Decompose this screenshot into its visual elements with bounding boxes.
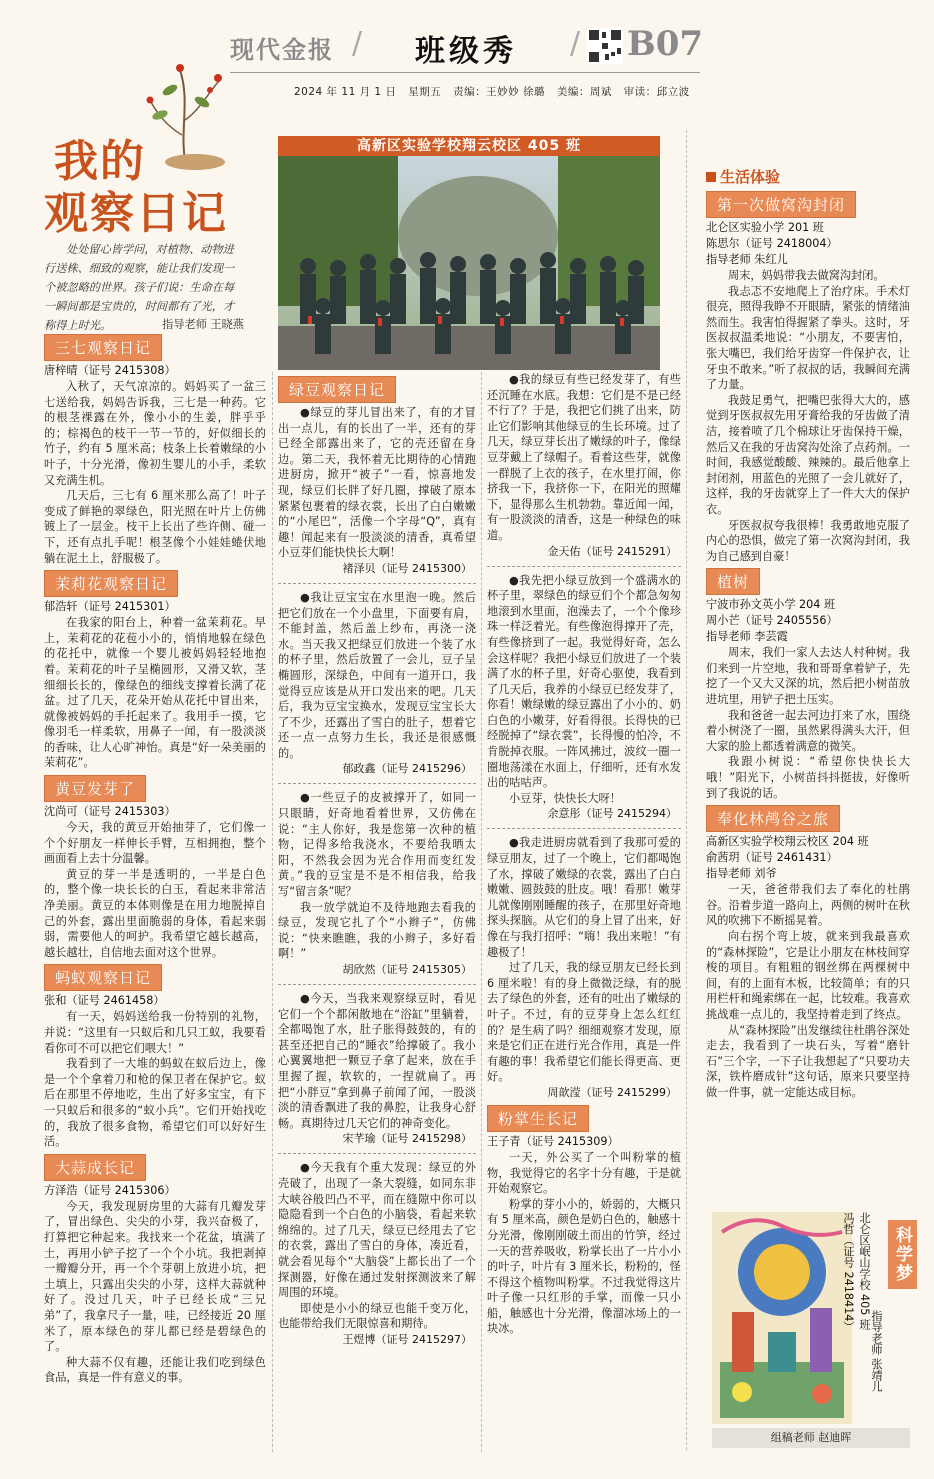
article-paragraph: 从“森林探险”出发继续往杜鹃谷深处走去，我看到了一块石头，写着“磨针石”三个字，一下子让我想起了“只要功夫深，铁杵磨成针”这句话，原来只要坚持做一件事，就一定能达成目标。 xyxy=(706,1023,910,1099)
photo-caption: 高新区实验学校翔云校区 405 班 xyxy=(278,136,660,156)
artwork-school: 北仑区岷山学校 405 班 xyxy=(858,1212,871,1331)
intro-teacher: 指导老师 王晓燕 xyxy=(162,318,244,331)
article-author: 沈尚可（证号 2415303） xyxy=(44,805,176,819)
article-paragraph: 周末，我们一家人去达人村种树。我们来到一片空地，我和哥哥拿着铲子，先挖了一个又大又深的坑，然后把小树苗放进坑里，用铲子把土压实。 xyxy=(706,646,910,707)
article-title: 大蒜成长记 xyxy=(44,1154,146,1181)
weekday: 星期五 xyxy=(408,86,442,98)
article-school: 北仑区实验小学 201 班 xyxy=(706,221,824,234)
column-divider xyxy=(686,130,687,1450)
artwork-author: 冯哲（证号 2418414） xyxy=(842,1212,855,1333)
masthead-divider: / xyxy=(570,26,581,61)
entry-paragraph: 即使是小小的绿豆也能千变万化，也能带给我们无限惊喜和期待。 xyxy=(278,1301,476,1331)
entry-divider xyxy=(487,566,681,567)
article-sanqi xyxy=(44,330,266,566)
article-teacher: 指导老师 李芸霞 xyxy=(706,630,788,644)
article-paragraph: 黄豆的芽一半是透明的，一半是白色的，整个像一块长长的白玉，看起来非常洁净美丽。黄豆的本体则像是在用力地脱掉自己的外套，露出里面脆弱的身体，看起来弱弱，需要他人的呵护。我希望它越长越高，越长越壮，自信地去面对这个世界。 xyxy=(44,867,266,959)
masthead-rule xyxy=(230,72,700,73)
article-paragraph: 周末，妈妈带我去做窝沟封闭。 xyxy=(728,269,885,282)
article-author: 王子青（证号 2415309） xyxy=(487,1134,619,1148)
class-photo xyxy=(278,156,660,370)
article-title: 植树 xyxy=(706,568,760,595)
newspaper-name: 现代金报 xyxy=(230,35,334,64)
feature-intro xyxy=(44,240,244,335)
entry-paragraph: ●今天，当我来观察绿豆时，看见它们一个个都闲散地在“浴缸”里躺着，全都喝饱了水，肚子胀得鼓鼓的，有的甚至还把自己的“睡衣”给撑破了。我小心翼翼地把一颗豆子拿了起来，放在手里握了握，软软的，一捏就扁了。再把“小胖豆”拿到鼻子前闻了闻，一股淡淡的清香飘进了我的鼻腔，让我身心舒畅。真期待过几天它们的神奇变化。 xyxy=(278,992,476,1130)
issue-date: 2024 年 11 月 1 日 xyxy=(294,86,397,98)
article-author: 俞茜玥（证号 2461431） xyxy=(706,851,838,865)
article-jasmine xyxy=(44,566,266,771)
entry-divider xyxy=(487,828,681,829)
feature-title-line1: 我的 xyxy=(54,136,146,187)
artwork-credits xyxy=(840,1212,856,1424)
entry-divider xyxy=(278,984,476,985)
qr-code-icon xyxy=(587,28,623,64)
artwork-title: 科学梦 xyxy=(888,1220,917,1289)
entry-divider xyxy=(278,1153,476,1154)
article-author: 陈思尔（证号 2418004） xyxy=(706,237,838,250)
section-name: 班级秀 xyxy=(415,34,517,69)
column-4 xyxy=(706,166,910,1206)
entry-paragraph: ●今天我有个重大发现：绿豆的外壳破了，出现了一条大裂缝，如同东非大峡谷般凹凸不平，而在缝隙中你可以隐隐看到一个白色的小脑袋，看起来软绵绵的。过了几天，绿豆已经甩去了它的衣裳，露出了雪白的身体，凑近看，就会看见每个“大脑袋”上都长出了一个探测器，好像在通过发射探测波来了解周围的环境。 xyxy=(278,1161,476,1300)
article-title: 奉化林鸬谷之旅 xyxy=(706,805,840,832)
intro-text: 处处留心皆学问，对植物、动物进行送株、细致的观察，能让我们发现一个被忽略的世界。孩子们说：生命在每一瞬间都是宝贵的，时间都有了光，才称得上时光。 xyxy=(44,243,235,332)
article-fenghua-trip xyxy=(706,801,910,1100)
proofreader-credit: 审读：邱立波 xyxy=(623,86,690,98)
entry-paragraph: ●我先把小绿豆放到一个盛满水的杯子里，翠绿色的绿豆们个个都急匆匆地滚到水里面，泡澡去了，一个个像珍珠一样泛着光。有些像泡得撑开了壳，有些像挤到了一起。我觉得好奇，怎么会这样呢？我把小绿豆们放进了一个装满了水的杯子里，好奇心驱使，我看到了几天后，我养的小绿豆已经发芽了，你看！嫩绿嫩的绿豆露出了小小的、奶白色的小嫩芽，好看得很。长得快的已经脱掉了“绿衣裳”，长得慢的怕冷，不肯脱掉衣服。一阵风拂过，波纹一圈一圈地荡漾在水面上，仔细听，还有水发出的咕咕声。 xyxy=(487,573,681,790)
article-title: 黄豆发芽了 xyxy=(44,775,146,802)
masthead xyxy=(230,24,704,74)
article-paragraph: 向右拐个弯上坡，就来到我最喜欢的“森林探险”，它是让小朋友在林枝间穿梭的项目。有粗粗的钢丝绑在两棵树中间，有的上面有木板，比较简单；有的只用栏杆和绳索绑在一起，比较难。我喜欢挑战难一点儿的，我坚持着走到了终点。 xyxy=(706,930,910,1021)
dateline xyxy=(294,84,690,99)
masthead-divider: / xyxy=(352,26,363,61)
editor-credit: 责编：王妙妙 徐璐 xyxy=(453,86,545,98)
student-artwork xyxy=(712,1212,852,1424)
article-title: 粉掌生长记 xyxy=(487,1105,589,1132)
entry-signature: 王煜博（证号 2415297） xyxy=(342,1332,472,1346)
column-1 xyxy=(44,330,266,1450)
article-title: 蚂蚁观察日记 xyxy=(44,964,162,991)
article-paragraph: 粉掌的芽小小的，娇弱的，大概只有 5 厘米高，颜色是奶白色的，触感十分光滑，像刚刚破土而出的竹笋，经过一天的营养吸收，粉掌长出了一片小小的叶子，叶片有 3 厘米长，粉粉的，怪不得这个植物叫粉掌。不过我觉得这片叶子像一只红形的手掌，而像一只小船，触感也十分光滑，像溜冰场上的一块冰。 xyxy=(487,1197,681,1336)
entry-signature: 周歆滢（证号 2415299） xyxy=(547,1085,677,1099)
article-title: 第一次做窝沟封闭 xyxy=(706,191,856,218)
designer-credit: 美编：周斌 xyxy=(556,86,612,98)
article-tree-planting xyxy=(706,564,910,801)
article-paragraph: 今天，我的黄豆开始抽芽了，它们像一个个好朋友一样伸长手臂，互相拥抱，整个画面看上去十分温馨。 xyxy=(44,821,266,866)
article-paragraph: 我跟小树说：“希望你快快长大哦！”阳光下，小树苗抖抖挺拔，好像听到了我说的话。 xyxy=(706,755,910,800)
coordinating-teacher: 组稿老师 赵迪晖 xyxy=(712,1428,910,1448)
entry-divider xyxy=(278,583,476,584)
article-title: 绿豆观察日记 xyxy=(278,376,396,403)
entry-paragraph: 我一放学就迫不及待地跑去看我的绿豆，发现它扎了个“小辫子”，仿佛说：“快来瞧瞧，我的小辫子，多好看啊！” xyxy=(278,900,476,961)
entry-paragraph: 小豆芽，快快长大呀！ xyxy=(509,791,621,805)
entry-signature: 郁政鑫（证号 2415296） xyxy=(342,762,472,776)
article-author: 张和（证号 2461458） xyxy=(44,994,165,1008)
article-paragraph: 我鼓足勇气，把嘴巴张得大大的，感觉到牙医叔叔先用牙膏给我的牙齿做了清洁，接着喷了几个棉球让牙齿保持干燥，然后又在我的牙齿窝沟处涂了点药剂。一时间，我感觉酸酸、辣辣的。最后他拿上封闭剂，用蓝色的光照了一会儿就好了，这样，我的牙齿就穿上了一件大大的保护衣。 xyxy=(706,393,910,516)
article-paragraph: 今天，我发现厨房里的大蒜有几瓣发芽了，冒出绿色、尖尖的小芽，我兴奋极了，打算把它种起来。我找来一个花盆，填满了土，再用小铲子挖了一个个小坑。我把剥掉一瓣瓣分开，再一个个芽朝上放进小坑，把土填上，只露出尖尖的小芽，这样大蒜就种好了。没过几天，叶子已经长成“三兄弟”了，我拿尺子一量，哇，已经接近 20 厘米了，原本绿色的芽儿都已经是碧绿色的了。 xyxy=(44,1199,266,1354)
column-2 xyxy=(278,372,476,1452)
artwork-credits xyxy=(868,1310,884,1420)
article-anthurium xyxy=(487,1101,681,1337)
article-paragraph: 在我家的阳台上，种着一盆茉莉花。早上，茉莉花的花苞小小的，悄悄地躲在绿色的花托中，就像一个婴儿被妈妈轻轻地抱着。茉莉花的叶子呈椭圆形，又滑又软，茎细细长长的，像绿色的细线支撑着长满了花盆。过了几天，花朵开始从花托中冒出来，就像被妈妈的手托起来了。我用手一摸，它像羽毛一样柔软，用鼻子一闻，有一股淡淡的香味，让人心旷神怡。真是“好一朵美丽的茉莉花”。 xyxy=(44,616,266,770)
article-paragraph: 我和爸爸一起去河边打来了水，围绕着小树浇了一圈，虽然累得满头大汗，但大家的脸上都透着满意的微笑。 xyxy=(706,708,910,753)
article-paragraph: 牙医叔叔夸我很棒！我勇敢地克服了内心的恐惧，做完了第一次窝沟封闭，我为自己感到自豪！ xyxy=(706,518,910,563)
entry-signature: 宋芊瑜（证号 2415298） xyxy=(342,1132,472,1146)
section-label-text: 生活体验 xyxy=(720,168,781,186)
article-teacher: 指导老师 朱红儿 xyxy=(706,253,788,266)
article-paragraph: 有一天，妈妈送给我一份特别的礼物，并说：“这里有一只蚁后和几只工蚁，我要看看你可不可以把它们喂大！” xyxy=(44,1010,266,1055)
article-teacher: 指导老师 刘爷 xyxy=(706,867,777,881)
article-paragraph: 几天后，三七有 6 厘米那么高了！叶子变成了鲜艳的翠绿色，阳光照在叶片上仿佛镀上了一层金。枝干上长出了些许侧、碰一下，还有点扎手呢！根茎像个小娃娃蜷伏地躺在泥土上，舒服极了。 xyxy=(44,489,266,565)
feature-title-line2: 观察日记 xyxy=(44,188,228,239)
article-sealant xyxy=(706,187,910,564)
article-paragraph: 一天，爸爸带我们去了奉化的杜鹃谷。沿着步道一路向上，两侧的树叶在秋风的吹拂下不断摇晃着。 xyxy=(706,883,910,928)
column-3 xyxy=(487,372,681,1452)
article-paragraph: 我看到了一大堆的蚂蚁在蚁后边上，像是一个个拿着刀和枪的保卫者在保护它。蚁后在那里不停地吃，生出了好多宝宝，有下一只蚁后和很多的“蚁小兵”。它们开始找吃的，我放了很多食物，希望它们可以好好生活。 xyxy=(44,1057,266,1149)
entry-signature: 褚泽贝（证号 2415300） xyxy=(342,561,472,575)
entry-paragraph: ●我让豆宝宝在水里泡一晚。然后把它们放在一个小盘里，下面要有肩，不能封盖，然后盖上纱布，再浇一浇水。当天我又把绿豆们放进一个装了水的杯子里，然后放置了一会儿，豆子呈椭圆形，深绿色，中间有一道开口，我觉得豆应该是从开口发出来的吧。几天后，我为豆宝宝换水，发现豆宝宝长大了不少，还露出了雪白的肚子，想着它还一点一点努力生长，我还是很感慨的。 xyxy=(278,590,476,760)
article-paragraph: 我忐忑不安地爬上了治疗床。手术灯很亮，照得我睁不开眼睛，紧张的情绪油然而生。我害怕得握紧了拳头。这时，牙医叔叔温柔地说：“小朋友，不要害怕，张大嘴巴，我们给牙齿穿一件保护衣，让牙虫不敢来。”听了叔叔的话，我瞬间充满了力量。 xyxy=(706,284,910,392)
entry-paragraph: ●一些豆子的皮被撑开了，如同一只眼睛，好奇地看着世界，又仿佛在说：“主人你好，我是您第一次种的植物，记得多给我浇水，不要给我晒太阳，不然我会因为光合作用而变红发黄。”我的豆宝是不是不相信我，给我写“留言条”呢？ xyxy=(278,791,476,899)
article-school: 高新区实验学校翔云校区 204 班 xyxy=(706,835,869,849)
entry-signature: 余意彤（证号 2415294） xyxy=(547,807,677,821)
entry-divider xyxy=(278,783,476,784)
article-author: 郁浩轩（证号 2415301） xyxy=(44,600,176,614)
article-school: 宁波市孙文英小学 204 班 xyxy=(706,598,836,612)
article-garlic xyxy=(44,1150,266,1386)
entry-paragraph: ●我走进厨房就看到了我那可爱的绿豆朋友，过了一个晚上，它们都喝饱了水，撑破了嫩绿的衣裳，露出了白白嫩嫩、圆鼓鼓的肚皮。哦！看那！嫩芽儿就像刚刚睡醒的孩子，在那里好奇地探头探脑。从它们的身上冒了出来，好像在与我打招呼：“嗨！我出来啦！”有趣极了！ xyxy=(487,836,681,959)
entry-paragraph: ●绿豆的芽儿冒出来了，有的才冒出一点儿，有的长出了一半，还有的芽已经全部露出来了，它的壳还留在身边。第二天，我怀着无比期待的心情跑进厨房，掀开“被子”一看，惊喜地发现，绿豆们长胖了好几圈，撑破了原本紧紧包裹着的绿衣裳，长出了白白嫩嫩的“小尾巴”，活像一个字母“Q”，真有趣！闻起来有一股淡淡的清香，真希望小豆芽们能快快长大啊！ xyxy=(278,406,476,560)
article-paragraph: 种大蒜不仅有趣，还能让我们吃到绿色食品，真是一件有意义的事。 xyxy=(44,1355,266,1385)
artwork-teacher: 指导老师 张靖儿 xyxy=(870,1310,883,1392)
section-label xyxy=(706,166,910,187)
entry-signature: 金天佑（证号 2415291） xyxy=(547,544,677,558)
article-title: 三七观察日记 xyxy=(44,334,162,361)
entry-signature: 胡欣然（证号 2415305） xyxy=(342,963,472,976)
feature-title xyxy=(44,136,244,240)
column-divider xyxy=(272,372,273,1452)
column-divider xyxy=(481,372,482,1452)
entry-paragraph: ●我的绿豆有些已经发芽了，有些还沉睡在水底。我想：它们是不是已经不行了？于是，我把它们挑了出来，防止它们影响其他绿豆的生长环境。过了几天，绿豆芽长出了嫩绿的叶子，像绿豆芽戴上了绿帽子。看着这些芽，就像一群脱了上衣的孩子，在水里打闹，你挤我一下，我挤你一下，在阳光的照耀下，显得那么生机勃勃。靠近闻一闻，有一股淡淡的清香，这是一种绿色的味道。 xyxy=(487,373,681,542)
article-title: 茉莉花观察日记 xyxy=(44,570,178,597)
article-paragraph: 入秋了，天气凉凉的。妈妈买了一盆三七送给我，妈妈告诉我，三七是一种药。它的根茎裸露在外，像小小的生姜，胖乎乎的；棕褐色的枝干一节一节的，好似细长的竹子，约有 5 厘米高；枝条上长着嫩绿的小叶子，十分光滑，像初生婴儿的小手，柔软又充满生机。 xyxy=(44,380,266,487)
article-soybean xyxy=(44,771,266,960)
page-number: B07 xyxy=(627,24,704,64)
article-ant xyxy=(44,960,266,1149)
square-bullet-icon xyxy=(706,172,716,182)
entry-paragraph: 过了几天，我的绿豆朋友已经长到 6 厘米啦！有的身上微微泛绿，有的脱去了绿色的外套，还有的吐出了嫩绿的叶子。不过，有的豆芽身上怎么红红的？是生病了吗？细细观察才发现，原来是它们正在进行光合作用，真是一件有趣的事！我希望它们能长得更高、更好。 xyxy=(487,961,681,1084)
article-author: 唐梓晴（证号 2415308） xyxy=(44,364,176,377)
article-author: 方泽浩（证号 2415306） xyxy=(44,1183,176,1197)
article-paragraph: 一天，外公买了一个叫粉掌的植物，我觉得它的名字十分有趣，于是就开始观察它。 xyxy=(487,1150,681,1196)
article-author: 周小芒（证号 2405556） xyxy=(706,614,838,628)
